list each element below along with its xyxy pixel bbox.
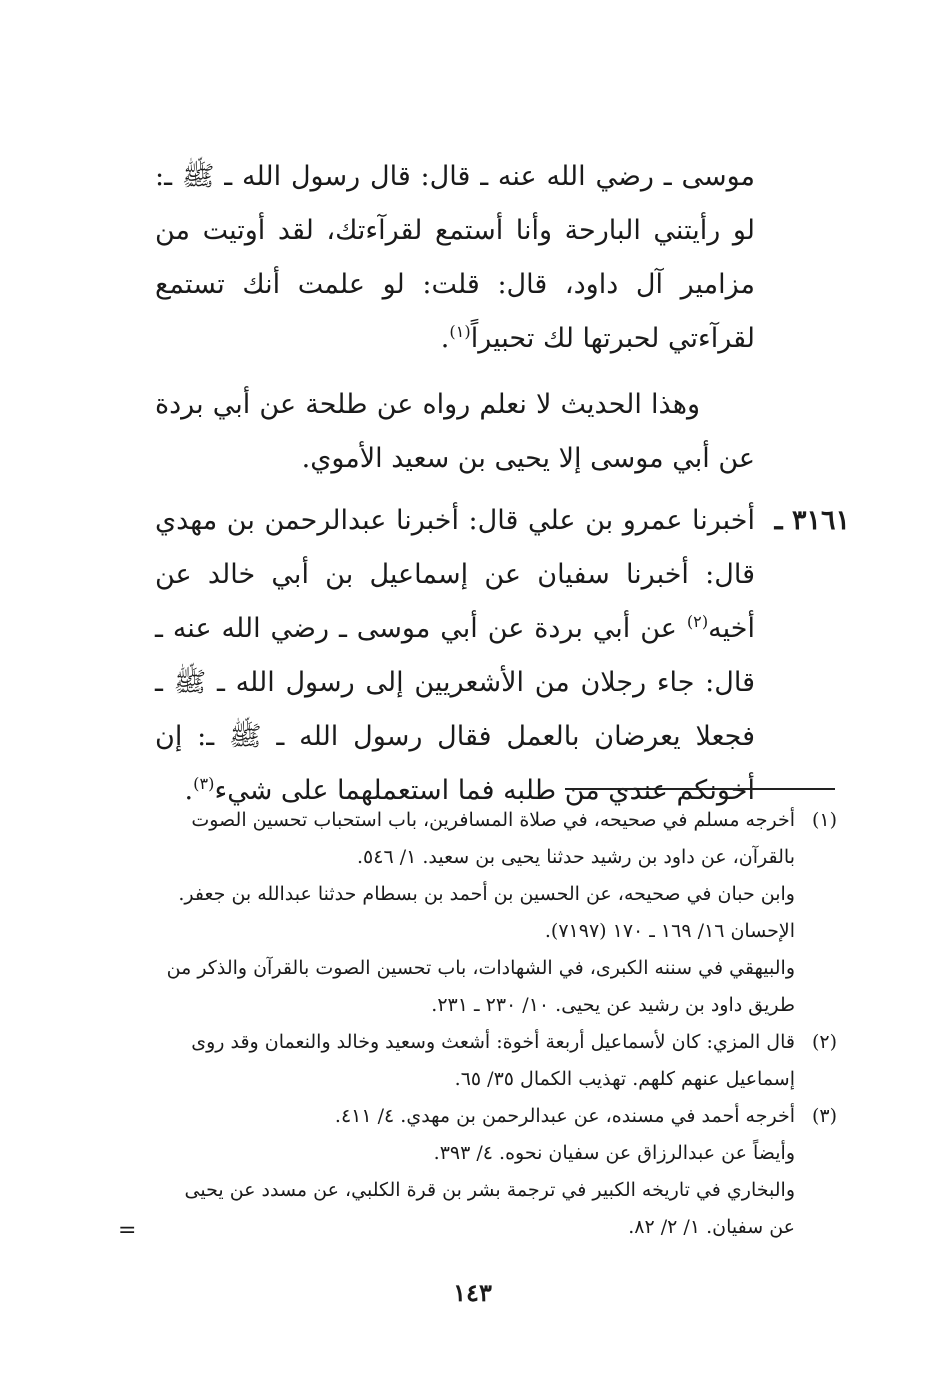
paragraph-end: . [440, 323, 450, 354]
footnote-line: والبيهقي في سننه الكبرى، في الشهادات، باب تحسين الصوت بالقرآن والذكر من [166, 957, 795, 979]
paragraph-commentary: وهذا الحديث لا نعلم رواه عن طلحة عن أبي بردة عن أبي موسى إلا يحيى بن سعيد الأموي. [155, 389, 755, 474]
hadith-end: . [184, 775, 194, 806]
footnote-line: طريق داود بن رشيد عن يحيى. ١٠/ ٢٣٠ ـ ٢٣١. [431, 994, 795, 1016]
hadith-3161 [155, 494, 850, 818]
footnote-entry [107, 1172, 837, 1246]
footnote-line: أخرجه أحمد في مسنده، عن عبدالرحمن بن مهدي. ٤/ ٤١١. [334, 1105, 795, 1127]
hadith-number: ٣١٦١ ـ [774, 505, 850, 536]
hadith-text [155, 494, 755, 818]
footnote-line: وأيضاً عن عبدالرزاق عن سفيان نحوه. ٤/ ٣٩٣. [433, 1142, 795, 1164]
footnote-line: عن سفيان. ١/ ٢/ ٨٢. [628, 1216, 795, 1238]
footnote-line: الإحسان ١٦/ ١٦٩ ـ ١٧٠ (٧١٩٧). [544, 920, 795, 942]
footnote-marker: (١) [811, 809, 837, 831]
footnote-ref-2[interactable]: (٢) [686, 612, 709, 631]
footnote-line: والبخاري في تاريخه الكبير في ترجمة بشر بن قرة الكلبي، عن مسدد عن يحيى [184, 1179, 795, 1201]
footnote-line: وابن حبان في صحيحه، عن الحسين بن أحمد بن بسطام حدثنا عبدالله بن جعفر. [178, 883, 795, 905]
paragraph-text: موسى ـ رضي الله عنه ـ قال: قال رسول الله ـ ﷺ ـ: لو رأيتني البارحة وأنا أستمع لقرآءتك، لقد أوتيت من مزامير آل داود، قال: قلت: لو علمت أنك تستمع لقرآءتي لحبرتها لك تحبيراً [155, 161, 755, 354]
page-number: ١٤٣ [453, 1278, 492, 1307]
hadith-text-part-a: أخبرنا عمرو بن علي قال: أخبرنا عبدالرحمن بن مهدي قال: أخبرنا سفيان عن إسماعيل بن أبي خالد عن أخيه [155, 505, 755, 644]
footnote-entry [107, 876, 837, 950]
main-text [155, 150, 850, 818]
footnote-line: إسماعيل عنهم كلهم. تهذيب الكمال ٣٥/ ٦٥. [454, 1068, 795, 1090]
footnote-entry [107, 802, 837, 876]
footnote-entry [107, 1024, 837, 1098]
paragraph-hadith-continuation [155, 150, 755, 366]
footnote-line: بالقرآن، عن داود بن رشيد حدثنا يحيى بن سعيد. ١/ ٥٤٦. [357, 846, 795, 868]
footnote-ref-3[interactable]: (٣) [193, 774, 215, 793]
footnote-entry [107, 1098, 837, 1135]
footnote-marker: (٢) [811, 1031, 837, 1053]
continuation-mark: = [118, 1218, 137, 1243]
footnote-ref-1[interactable]: (١) [449, 322, 471, 341]
footnote-entry [107, 950, 837, 1024]
footnote-line: أخرجه مسلم في صحيحه، في صلاة المسافرين، باب استحباب تحسين الصوت [191, 809, 795, 831]
footnote-line: قال المزي: كان لأسماعيل أربعة أخوة: أشعث وسعيد وخالد والنعمان وقد روى [191, 1031, 795, 1053]
footnote-marker: (٣) [811, 1105, 837, 1127]
footnote-divider [565, 788, 835, 790]
footnote-entry [107, 1135, 837, 1172]
footnotes [107, 802, 837, 1246]
hadith-text-part-b: عن أبي بردة عن أبي موسى ـ رضي الله عنه ـ قال: جاء رجلان من الأشعريين إلى رسول الله ـ ﷺ ـ فجعلا يعرضان بالعمل فقال رسول الله ـ ﷺ ـ: إن أخونكم عندي من طلبه فما استعملهما على شيء [155, 613, 755, 806]
